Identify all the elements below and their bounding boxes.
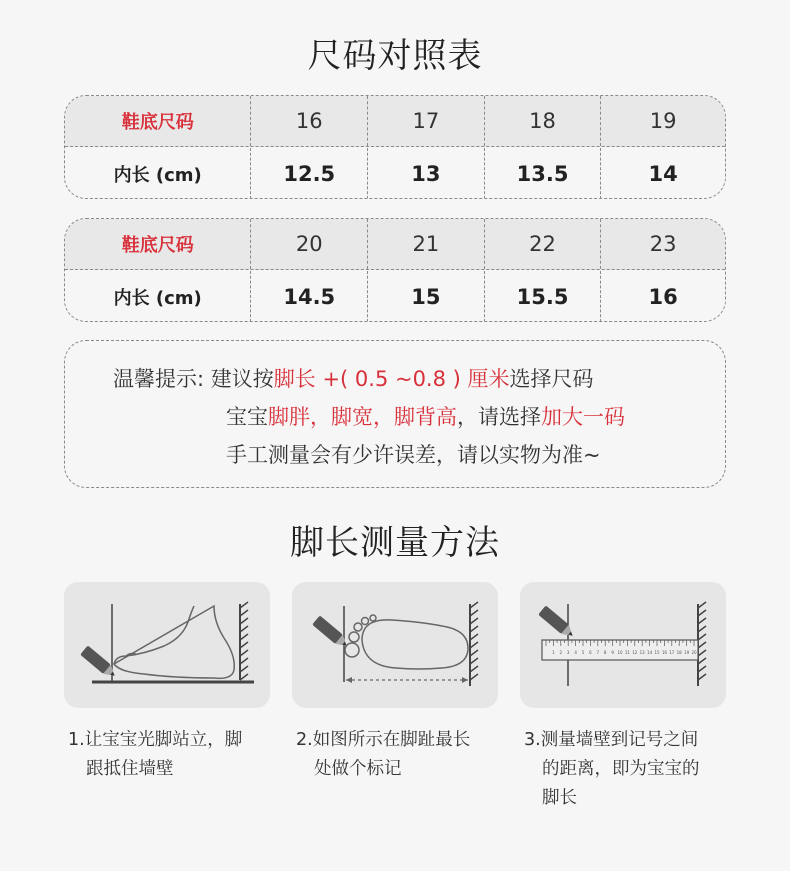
length-cell [251, 148, 368, 199]
step-line: 跟抵住墙壁 [86, 759, 174, 779]
step-line: 处做个标记 [314, 759, 402, 779]
size-cell [601, 219, 725, 269]
size-cell [601, 96, 725, 146]
ruler-number: 15 [654, 650, 660, 655]
tip-highlight: 脚长 +( 0.5 ~0.8 ) 厘米 [273, 367, 510, 391]
length-value: 13 [411, 161, 441, 186]
ruler-number: 8 [603, 650, 607, 655]
length-cell [601, 148, 725, 199]
length-cell [485, 148, 602, 199]
length-value: 16 [648, 284, 678, 309]
length-label: 内长 (cm) [113, 164, 202, 186]
length-value: 15 [411, 284, 441, 309]
length-label-cell [65, 148, 251, 199]
length-value: 15.5 [516, 284, 569, 309]
ruler-number: 16 [661, 650, 667, 655]
tip-line-3: 手工测量会有少许误差，请以实物为准~ [226, 443, 601, 467]
ruler-number: 11 [624, 650, 630, 655]
size-cell [368, 96, 485, 146]
size-cell [368, 219, 485, 269]
size-value: 18 [529, 109, 556, 133]
tip-text: 宝宝 [226, 405, 268, 429]
ruler-number: 12 [632, 650, 638, 655]
length-value: 14 [648, 161, 678, 186]
ruler-number: 1 [552, 650, 555, 655]
step-2-text [296, 726, 470, 784]
size-label: 鞋底尺码 [121, 235, 194, 256]
step-2-illustration [292, 582, 498, 708]
size-value: 23 [649, 232, 677, 256]
step-line: 2.如图所示在脚趾最长 [296, 730, 471, 750]
size-table-1 [64, 95, 726, 199]
tip-highlight: 加大一码 [541, 405, 625, 429]
size-row [65, 96, 725, 147]
foot-side-illustration [64, 582, 270, 708]
size-value: 19 [649, 109, 677, 133]
ruler-number: 13 [639, 650, 645, 655]
size-label-cell [65, 219, 251, 269]
length-cell [485, 271, 602, 322]
ruler-number: 20 [691, 650, 697, 655]
step-3-text [524, 726, 700, 813]
length-cell [601, 271, 725, 322]
step-1-illustration [64, 582, 270, 708]
step-line: 脚长 [542, 788, 577, 808]
length-value: 14.5 [283, 284, 336, 309]
length-value: 13.5 [516, 161, 569, 186]
ruler-number: 19 [684, 650, 690, 655]
tip-line-2 [226, 401, 625, 431]
tip-text: 选择尺码 [509, 367, 594, 391]
foot-sole-illustration [292, 582, 498, 708]
length-row [65, 271, 725, 322]
tip-line-1 [113, 363, 594, 393]
size-chart-title: 尺码对照表 [307, 36, 483, 76]
ruler-number: 9 [611, 650, 614, 655]
size-label: 鞋底尺码 [121, 112, 194, 133]
pencil-icon [538, 605, 576, 640]
ruler-number: 4 [574, 650, 577, 655]
size-row [65, 219, 725, 270]
size-cell [251, 96, 368, 146]
length-cell [368, 271, 485, 322]
tip-text: 建议按 [210, 367, 274, 391]
ruler-number: 18 [676, 650, 682, 655]
size-label-cell [65, 96, 251, 146]
size-value: 21 [412, 232, 440, 256]
step-1-text [68, 726, 242, 784]
size-table-2 [64, 218, 726, 322]
step-3-illustration [520, 582, 726, 708]
length-label: 内长 (cm) [113, 287, 202, 309]
size-value: 17 [412, 109, 440, 133]
size-value: 20 [295, 232, 323, 256]
step-line: 3.测量墙壁到记号之间 [524, 730, 699, 750]
size-value: 16 [295, 109, 323, 133]
ruler-number: 5 [581, 650, 585, 655]
step-line: 的距离，即为宝宝的 [542, 759, 700, 779]
ruler-number: 14 [647, 650, 653, 655]
ruler-number: 6 [589, 650, 592, 655]
ruler-illustration [520, 582, 726, 708]
length-value: 12.5 [283, 161, 336, 186]
step-line: 1.让宝宝光脚站立，脚 [68, 730, 243, 750]
ruler-number: 7 [596, 650, 600, 655]
size-cell [485, 96, 602, 146]
length-row [65, 148, 725, 199]
tip-text: ，请选择 [457, 405, 541, 429]
ruler-number: 10 [617, 650, 623, 655]
length-cell [251, 271, 368, 322]
method-title: 脚长测量方法 [290, 523, 500, 563]
tip-prefix: 温馨提示: [113, 367, 205, 391]
size-value: 22 [529, 232, 556, 256]
ruler-number: 2 [559, 650, 563, 655]
length-label-cell [65, 271, 251, 322]
ruler-number: 17 [669, 650, 675, 655]
size-cell [251, 219, 368, 269]
length-cell [368, 148, 485, 199]
size-cell [485, 219, 602, 269]
ruler-number: 3 [566, 650, 570, 655]
tips-box [64, 340, 726, 488]
tip-highlight: 脚胖，脚宽，脚背高 [268, 405, 457, 429]
